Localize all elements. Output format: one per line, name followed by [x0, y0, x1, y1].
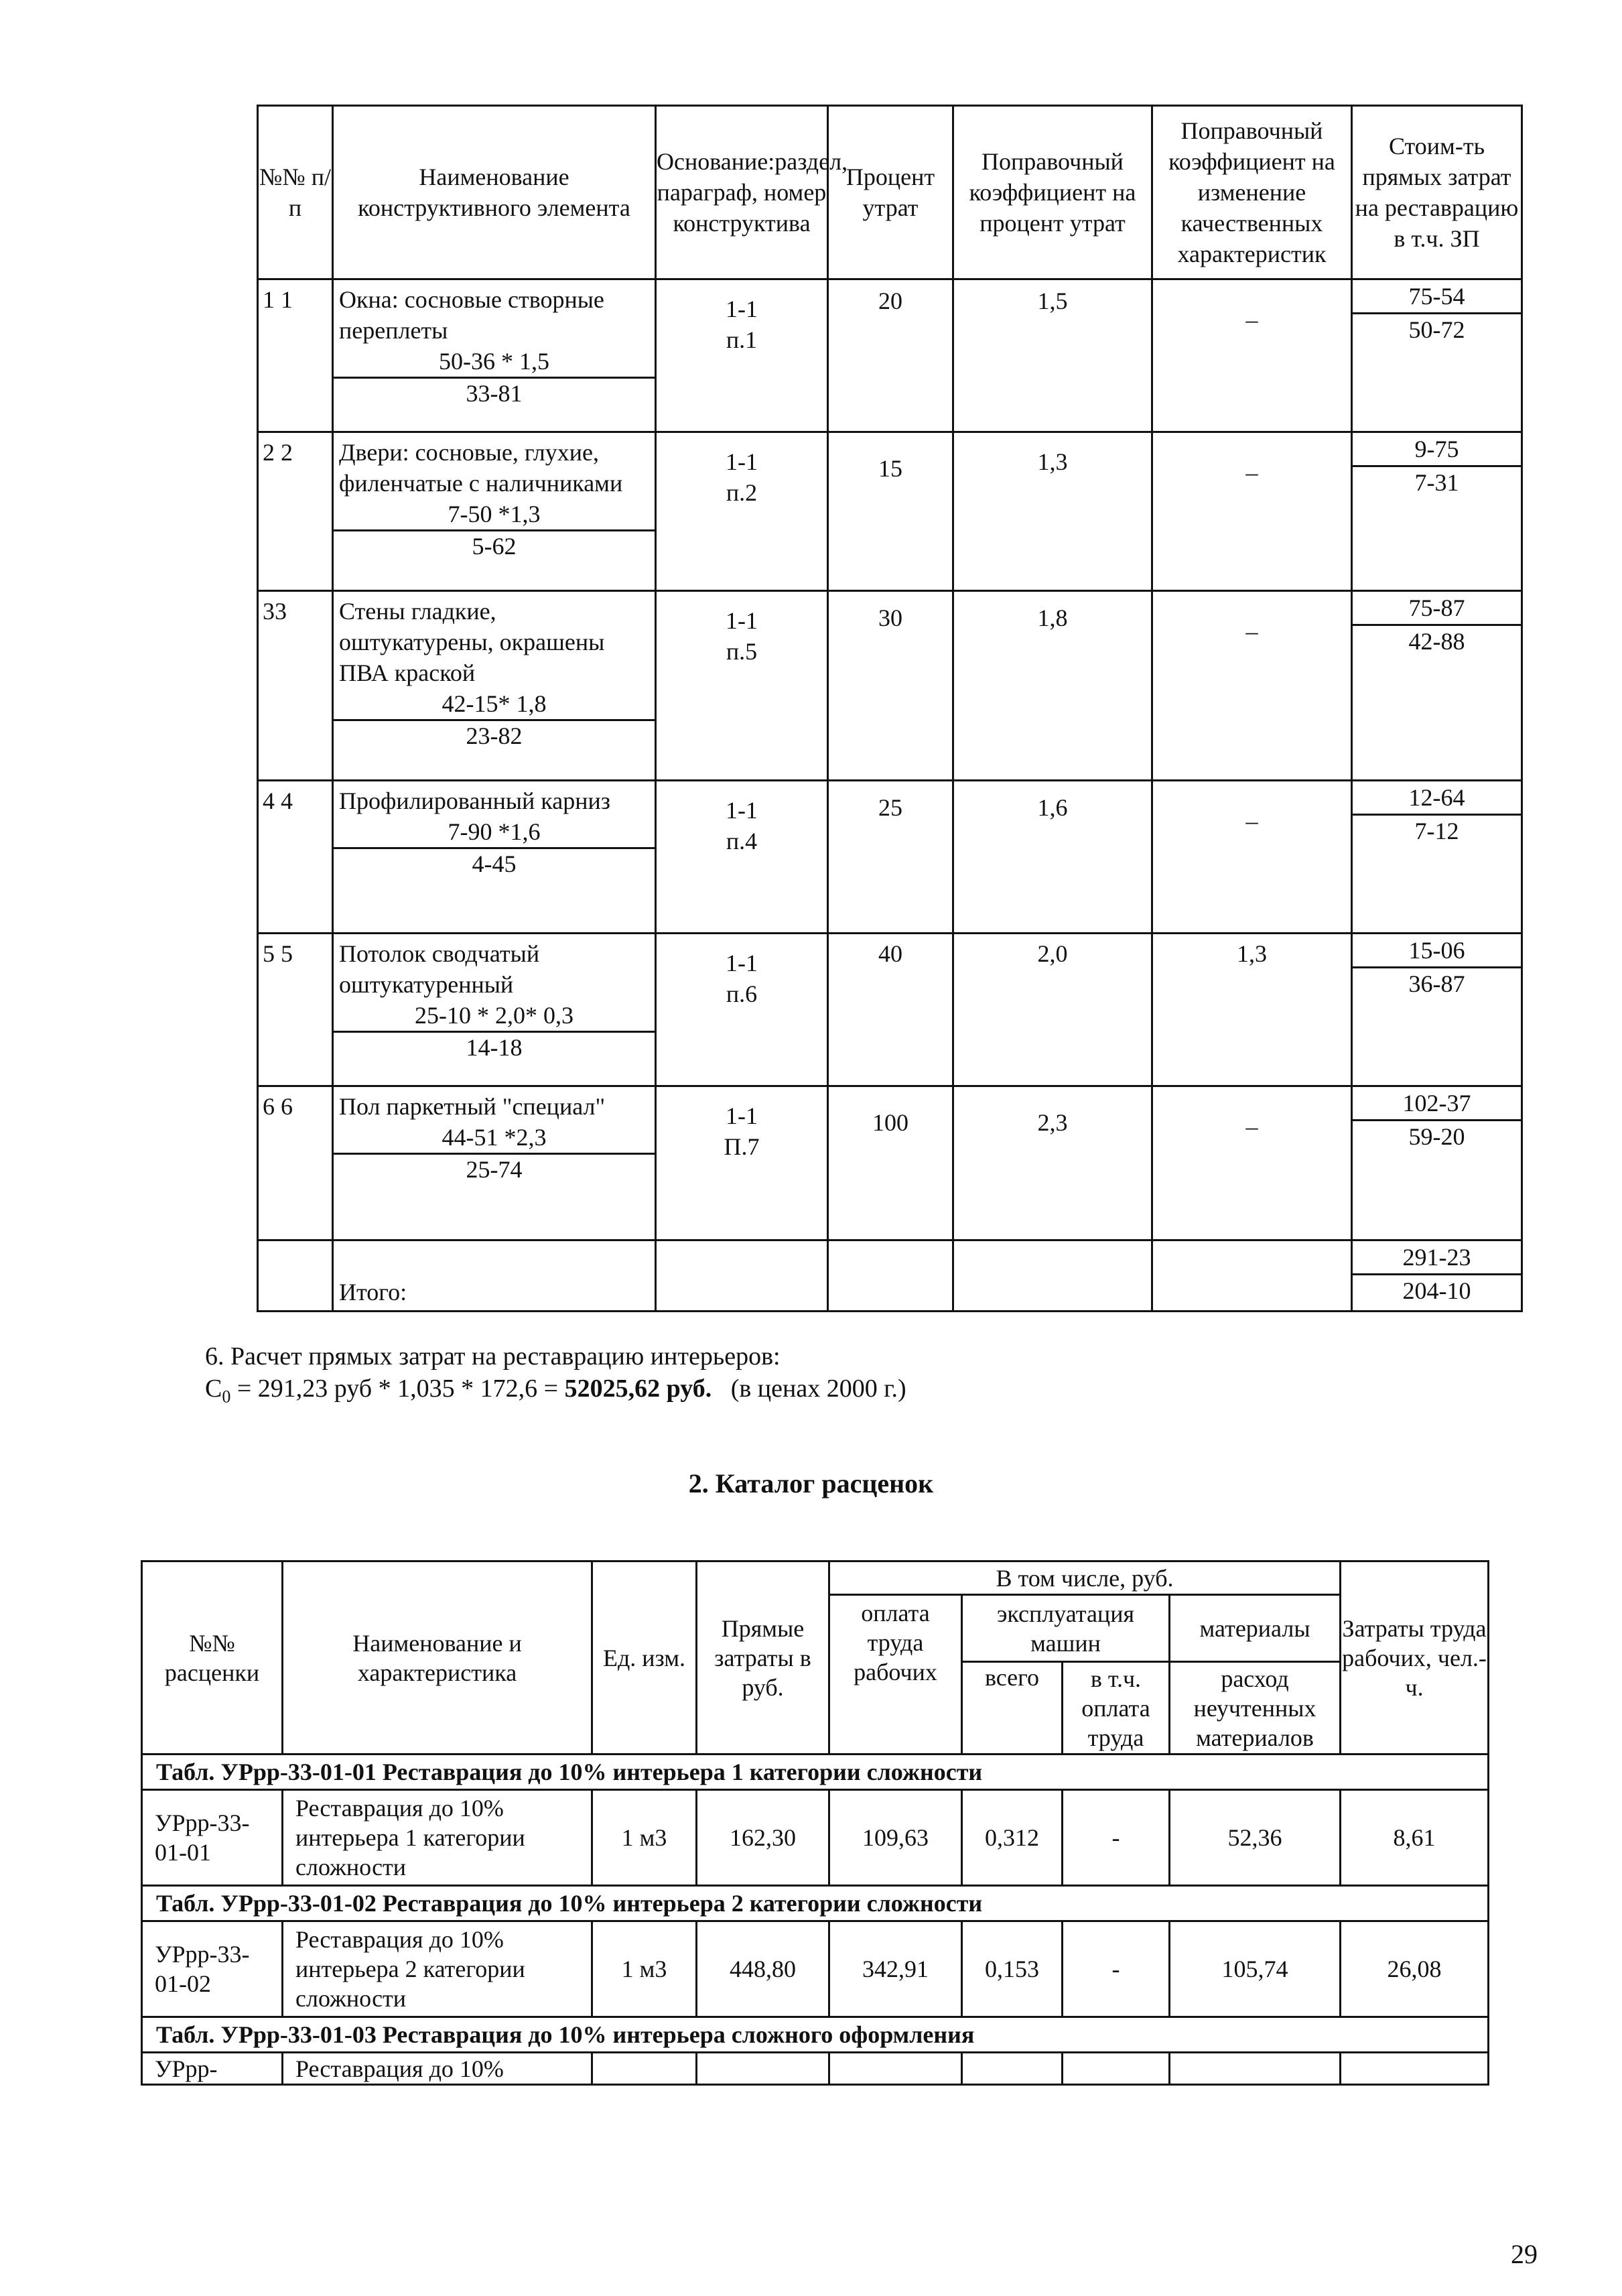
empty-cell — [829, 2053, 962, 2085]
table-row — [258, 591, 1522, 781]
row-cost: 9-75 — [1353, 433, 1521, 467]
row-coef: 2,0 — [953, 934, 1152, 1086]
row-cost-cell — [1352, 781, 1522, 934]
row-calc: 42-15* 1,8 — [442, 690, 547, 717]
row-num: 5 5 — [258, 934, 333, 1086]
section-row — [142, 2017, 1489, 2053]
table-row — [142, 2053, 1489, 2085]
section-row — [142, 1755, 1489, 1790]
row-basis-paragraph: п.1 — [726, 326, 758, 353]
losses-table-header — [258, 106, 1522, 279]
row-num: 6 6 — [258, 1086, 333, 1240]
row-basis — [656, 279, 828, 432]
header-basis: Основание:раздел, параграф, номер конструктива — [656, 106, 828, 279]
row-percent: 15 — [828, 432, 953, 591]
table-row — [258, 432, 1522, 591]
row-basis — [656, 934, 828, 1086]
row-name: Стены гладкие, оштукатурены, окрашены ПВА краской — [339, 598, 605, 686]
row-zp: 59-20 — [1408, 1123, 1465, 1150]
total-zp: 204-10 — [1402, 1277, 1471, 1304]
row-coef2: _ — [1152, 781, 1352, 934]
row-basis-section: 1-1 — [726, 797, 758, 824]
row-cost: 75-87 — [1353, 592, 1521, 626]
row-result: 25-74 — [334, 1153, 655, 1184]
price-catalog-table — [141, 1560, 1489, 2086]
row-name-cell — [333, 934, 656, 1086]
row-calc: 7-90 *1,6 — [448, 818, 541, 845]
rate-name: Реставрация до 10% интерьера 1 категории сложности — [283, 1790, 592, 1886]
header-machine-wage: в т.ч. оплата труда — [1063, 1662, 1170, 1755]
header-percent: Процент утрат — [828, 106, 953, 279]
calc-expression: = 291,23 руб * 1,035 * 172,6 = — [230, 1375, 565, 1403]
row-basis-section: 1-1 — [726, 950, 758, 976]
row-calc: 7-50 *1,3 — [448, 501, 541, 527]
header-machines: эксплуатация машин — [962, 1595, 1170, 1662]
row-result: 23-82 — [334, 719, 655, 751]
row-basis-paragraph: п.2 — [726, 479, 758, 506]
rate-unit: 1 м3 — [592, 1790, 697, 1886]
row-cost-cell — [1352, 432, 1522, 591]
row-zp: 36-87 — [1408, 970, 1465, 997]
row-result: 4-45 — [334, 847, 655, 879]
total-empty — [656, 1240, 828, 1312]
header-name: Наименование конструктивного элемента — [333, 106, 656, 279]
table-row — [142, 1790, 1489, 1886]
catalog-header-row — [142, 1561, 1489, 1595]
rate-labor: 8,61 — [1341, 1790, 1489, 1886]
rate-wage: 109,63 — [829, 1790, 962, 1886]
empty-cell — [592, 2053, 697, 2085]
header-unit: Ед. изм. — [592, 1561, 697, 1755]
row-calc: 44-51 *2,3 — [442, 1124, 547, 1151]
calc-heading: 6. Расчет прямых затрат на реставрацию интерьеров: — [205, 1342, 781, 1370]
rate-materials: 52,36 — [1170, 1790, 1341, 1886]
row-coef: 2,3 — [953, 1086, 1152, 1240]
row-coef: 1,3 — [953, 432, 1152, 591]
row-coef2: _ — [1152, 591, 1352, 781]
total-cost-cell — [1352, 1240, 1522, 1312]
row-coef: 1,8 — [953, 591, 1152, 781]
total-num — [258, 1240, 333, 1312]
header-including: В том числе, руб. — [829, 1561, 1341, 1595]
page-number: 29 — [1511, 2239, 1538, 2269]
empty-cell — [1063, 2053, 1170, 2085]
empty-cell — [697, 2053, 829, 2085]
row-coef: 1,6 — [953, 781, 1152, 934]
row-name: Двери: сосновые, глухие, филенчатые с наличниками — [339, 439, 623, 497]
row-name-cell — [333, 781, 656, 934]
empty-cell — [1170, 2053, 1341, 2085]
header-labor: Затраты труда рабочих, чел.-ч. — [1341, 1561, 1489, 1755]
table-row — [142, 1921, 1489, 2017]
rate-code: УРрр-33-01-02 — [142, 1921, 283, 2017]
row-num: 33 — [258, 591, 333, 781]
total-label: Итого: — [333, 1240, 656, 1312]
rate-wage: 342,91 — [829, 1921, 962, 2017]
table-row — [258, 279, 1522, 432]
row-name: Пол паркетный "специал" — [339, 1093, 606, 1120]
row-coef2: 1,3 — [1152, 934, 1352, 1086]
row-name-cell — [333, 279, 656, 432]
header-unaccounted: расход неучтенных материалов — [1170, 1662, 1341, 1755]
header-num: №№ п/п — [258, 106, 333, 279]
row-basis — [656, 781, 828, 934]
row-coef: 1,5 — [953, 279, 1152, 432]
row-basis-paragraph: п.6 — [726, 980, 758, 1007]
rate-direct: 162,30 — [697, 1790, 829, 1886]
header-total: всего — [962, 1662, 1063, 1755]
row-basis-paragraph: п.4 — [726, 828, 758, 854]
losses-table — [257, 105, 1523, 1312]
table-row — [258, 934, 1522, 1086]
rate-labor: 26,08 — [1341, 1921, 1489, 2017]
calc-formula — [205, 1373, 906, 1413]
row-zp: 7-31 — [1414, 469, 1459, 496]
row-zp: 7-12 — [1414, 818, 1459, 844]
calc-note: (в ценах 2000 г.) — [730, 1375, 906, 1403]
rate-machines: 0,312 — [962, 1790, 1063, 1886]
rate-name: Реставрация до 10% интерьера 2 категории сложности — [283, 1921, 592, 2017]
header-materials: материалы — [1170, 1595, 1341, 1662]
row-result: 33-81 — [334, 377, 655, 408]
row-num: 2 2 — [258, 432, 333, 591]
row-cost: 102-37 — [1353, 1087, 1521, 1121]
row-name: Профилированный карниз — [339, 787, 610, 814]
header-cost: Стоим-ть прямых затрат на реставрацию в т.ч. ЗП — [1352, 106, 1522, 279]
rate-materials: 105,74 — [1170, 1921, 1341, 2017]
catalog-title: 2. Каталог расценок — [688, 1468, 934, 1498]
row-basis-paragraph: П.7 — [724, 1133, 760, 1160]
row-name: Окна: сосновые створные переплеты — [339, 286, 604, 344]
row-basis — [656, 1086, 828, 1240]
total-empty — [953, 1240, 1152, 1312]
row-num: 1 1 — [258, 279, 333, 432]
row-num: 4 4 — [258, 781, 333, 934]
row-basis-section: 1-1 — [726, 1102, 758, 1129]
header-coef-loss: Поправочный коэффициент на процент утрат — [953, 106, 1152, 279]
calc-subscript: 0 — [222, 1387, 231, 1407]
section-row — [142, 1886, 1489, 1921]
row-result: 5-62 — [334, 529, 655, 561]
rate-unit: 1 м3 — [592, 1921, 697, 2017]
rate-direct: 448,80 — [697, 1921, 829, 2017]
row-cost-cell — [1352, 591, 1522, 781]
row-percent: 40 — [828, 934, 953, 1086]
row-name: Потолок сводчатый оштукатуренный — [339, 940, 540, 998]
row-name-cell — [333, 432, 656, 591]
header-rate-name: Наименование и характеристика — [283, 1561, 592, 1755]
row-cost: 15-06 — [1353, 934, 1521, 968]
header-wage: оплата труда рабочих — [829, 1595, 962, 1755]
row-percent: 100 — [828, 1086, 953, 1240]
rate-code: УРрр-33-01-01 — [142, 1790, 283, 1886]
calc-result: 52025,62 руб. — [564, 1375, 712, 1403]
total-empty — [828, 1240, 953, 1312]
row-basis — [656, 432, 828, 591]
row-basis — [656, 591, 828, 781]
empty-cell — [1341, 2053, 1489, 2085]
rate-machines: 0,153 — [962, 1921, 1063, 2017]
row-calc: 50-36 * 1,5 — [439, 348, 549, 375]
rate-name: Реставрация до 10% — [283, 2053, 592, 2085]
empty-cell — [962, 2053, 1063, 2085]
total-empty — [1152, 1240, 1352, 1312]
row-cost-cell — [1352, 934, 1522, 1086]
header-coef-quality: Поправочный коэффициент на изменение качественных характеристик — [1152, 106, 1352, 279]
row-coef2: _ — [1152, 1086, 1352, 1240]
row-zp: 42-88 — [1408, 628, 1465, 655]
row-name-cell — [333, 1086, 656, 1240]
row-coef2: _ — [1152, 279, 1352, 432]
section-title: Табл. УРрр-33-01-02 Реставрация до 10% интерьера 2 категории сложности — [142, 1886, 1489, 1921]
row-basis-section: 1-1 — [726, 448, 758, 475]
row-basis-section: 1-1 — [726, 607, 758, 634]
header-rate-num: №№ расценки — [142, 1561, 283, 1755]
section-title: Табл. УРрр-33-01-01 Реставрация до 10% интерьера 1 категории сложности — [142, 1755, 1489, 1790]
rate-machine-wage: - — [1063, 1921, 1170, 2017]
row-coef2: _ — [1152, 432, 1352, 591]
calc-symbol: С — [205, 1375, 222, 1403]
row-calc: 25-10 * 2,0* 0,3 — [415, 1002, 573, 1029]
row-cost: 12-64 — [1353, 781, 1521, 816]
row-basis-section: 1-1 — [726, 296, 758, 322]
row-basis-paragraph: п.5 — [726, 638, 758, 665]
row-zp: 50-72 — [1408, 316, 1465, 343]
section-title: Табл. УРрр-33-01-03 Реставрация до 10% интерьера сложного оформления — [142, 2017, 1489, 2053]
table-row — [258, 1086, 1522, 1240]
row-cost: 75-54 — [1353, 280, 1521, 314]
row-percent: 25 — [828, 781, 953, 934]
row-percent: 20 — [828, 279, 953, 432]
row-cost-cell — [1352, 1086, 1522, 1240]
rate-code: УРрр- — [142, 2053, 283, 2085]
table-row — [258, 781, 1522, 934]
rate-machine-wage: - — [1063, 1790, 1170, 1886]
total-cost: 291-23 — [1353, 1241, 1521, 1275]
row-name-cell — [333, 591, 656, 781]
row-percent: 30 — [828, 591, 953, 781]
row-result: 14-18 — [334, 1031, 655, 1062]
header-direct: Прямые затраты в руб. — [697, 1561, 829, 1755]
row-cost-cell — [1352, 279, 1522, 432]
total-row — [258, 1240, 1522, 1312]
